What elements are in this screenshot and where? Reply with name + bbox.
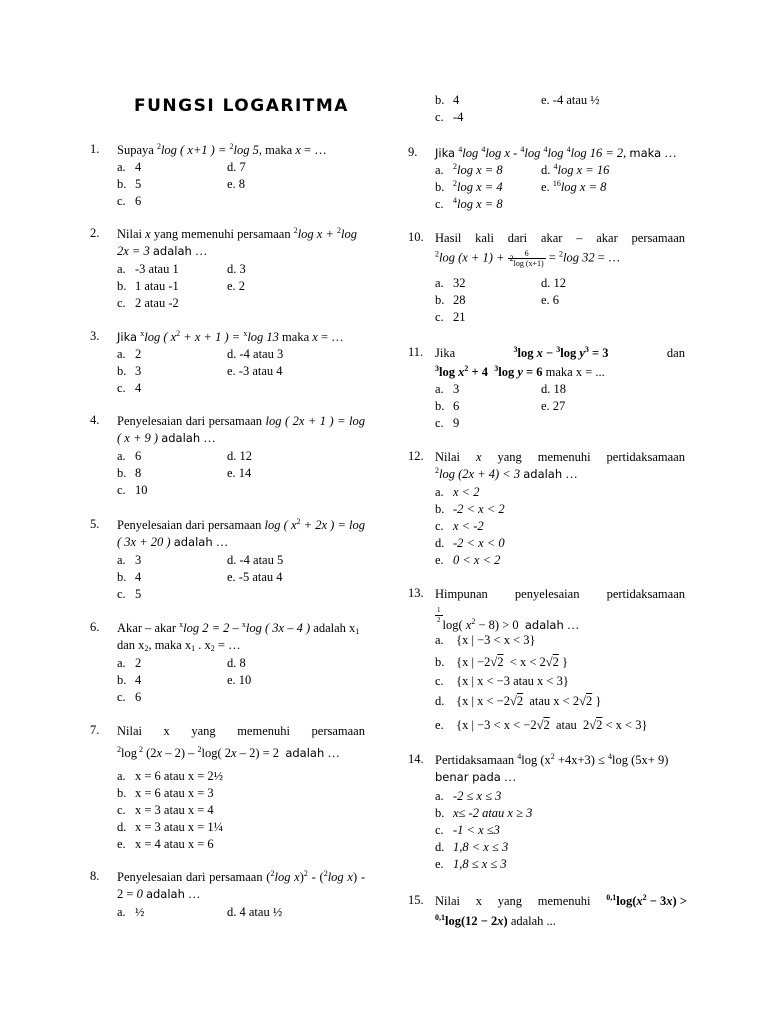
option-b: b. x = 6 atau x = 3 (117, 786, 214, 800)
option-a: a. x < 2 (435, 485, 480, 499)
option-c: c. -1 < x ≤3 (435, 823, 500, 837)
option-b: b. 3 (117, 364, 142, 378)
option-e: e. 2 (227, 279, 246, 293)
option-b: b. x≤ -2 atau x ≥ 3 (435, 806, 533, 820)
option-e: e. $^{16}$log x = 8 (541, 179, 607, 194)
option-e: e. 27 (541, 399, 566, 413)
question-8 (90, 869, 370, 929)
question-stem: Pertidaksamaan $^4$log $(x^2 +4x+3) \le ^4\log$ (5x+ 9) benar pada … (435, 752, 669, 784)
question-stem: Nilai x yang memenuhi $^{0,1}\log(x^2 - 3x)$ > $^{0,1}$log(12 − 2x) adalah ... (435, 893, 687, 928)
question-stem: Nilai x yang memenuhi persamaan $^2$log x + $^2$log 2x = 3 adalah … (117, 226, 358, 258)
question-stem: Hasil kali dari akar – akar persamaan $^2$log (x + 1) + $\frac{6}{^2\log (x+1)}$ = $^2$log 32 = … (435, 231, 685, 268)
question-stem: Penyelesaian dari persamaan log ( 2x + 1 ) = log ( x + 9 ) adalah … (117, 414, 365, 445)
option-d: d. -2 < x < 0 (435, 536, 505, 550)
option-b: b. $^2$log x = 4 (435, 179, 503, 194)
option-a: a. ½ (117, 905, 145, 919)
option-a: a. 2 (117, 656, 142, 670)
option-d: d. $^4$log x = 16 (541, 162, 610, 177)
option-e: e. -5 atau 4 (227, 570, 283, 584)
option-a: a. x = 6 atau x = 2½ (117, 769, 224, 783)
question-14 (408, 752, 688, 877)
option-c: c. 6 (117, 194, 142, 208)
option-c: c. 21 (435, 310, 466, 324)
option-b: b. 8 (117, 466, 142, 480)
question-stem: Nilai x yang memenuhi pertidaksamaan $^2$log (2x + 4) < 3 adalah … (435, 450, 685, 481)
question-12 (408, 449, 688, 574)
question-number: 7. (90, 723, 100, 737)
option-e: e. 1,8 ≤ x ≤ 3 (435, 857, 507, 871)
option-c: c. 5 (117, 587, 142, 601)
option-b: b. 5 (117, 177, 142, 191)
question-number: 13. (408, 586, 424, 600)
option-b: b. -2 < x < 2 (435, 502, 505, 516)
option-e: e. 0 < x < 2 (435, 553, 501, 567)
question-2 (90, 226, 370, 316)
question-3 (90, 329, 370, 399)
question-5 (90, 517, 370, 607)
option-a: a. -3 atau 1 (117, 262, 179, 276)
option-a: a. {x | −3 < x < 3} (435, 633, 536, 647)
question-number: 15. (408, 893, 424, 907)
question-stem: Jika $^x$log ( $x^2 + x + 1$ ) = $^x$log 13 maka x = … (117, 329, 344, 344)
question-number: 1. (90, 142, 100, 156)
question-9 (408, 145, 688, 215)
option-e: e. -3 atau 4 (227, 364, 283, 378)
option-d: d. -4 atau 5 (227, 553, 284, 567)
question-number: 3. (90, 329, 100, 343)
question-stem: Jika $^3$log x − $^3$log $y^3 = 3$ dan $^3$log $x^2 + 4$ $^3$log y = 6 maka x = ... (435, 345, 685, 379)
question-4 (90, 413, 370, 503)
option-d: d. 4 atau ½ (227, 905, 283, 919)
option-e: e. x = 4 atau x = 6 (117, 837, 214, 851)
question-number: 2. (90, 226, 100, 240)
question-13 (408, 586, 688, 741)
option-a: a. -2 ≤ x ≤ 3 (435, 789, 502, 803)
question-number: 6. (90, 620, 100, 634)
option-a: a. 32 (435, 276, 466, 290)
question-stem: Nilai x yang memenuhi persamaan $^2$log $^2$ (2x – 2) – $^2$log( 2x – 2) = 2 adalah … (117, 724, 365, 760)
option-c: c. x = 3 atau x = 4 (117, 803, 214, 817)
option-d: d. 7 (227, 160, 246, 174)
option-a: a. 3 (117, 553, 142, 567)
question-number: 4. (90, 413, 100, 427)
option-d: d. 1,8 < x ≤ 3 (435, 840, 509, 854)
option-c: c. $^4$log x = 8 (435, 196, 503, 211)
question-8-continued (408, 92, 688, 128)
page-title: FUNGSI LOGARITMA (134, 96, 349, 116)
question-number: 9. (408, 145, 418, 159)
question-number: 5. (90, 517, 100, 531)
option-b: b. 4 (117, 673, 142, 687)
question-stem: Supaya $^2$log ( x+1 ) = $^2$log 5, maka x = … (117, 142, 327, 157)
option-d: d. 8 (227, 656, 246, 670)
question-10 (408, 230, 688, 325)
option-c: c. 6 (117, 690, 142, 704)
question-number: 14. (408, 752, 424, 766)
option-c: c. {x | x < −3 atau x < 3} (435, 674, 569, 688)
option-c: c. 10 (117, 483, 148, 497)
option-e: e. {x | −3 < x < −2√2 atau 2√2 < x < 3} (435, 718, 648, 732)
question-number: 12. (408, 449, 424, 463)
question-stem: Penyelesaian dari persamaan log ( $x^2 + 2x$ ) = log ( 3x + 20 ) adalah … (117, 517, 365, 549)
option-e: e. 8 (227, 177, 246, 191)
option-a: a. $^2$log x = 8 (435, 162, 503, 177)
option-b: b. 28 (435, 293, 466, 307)
option-b: b. {x | −2√2 < x < 2√2 } (435, 655, 569, 669)
option-d: d. {x | x < −2√2 atau x < 2√2 } (435, 694, 602, 708)
option-d: d. 18 (541, 382, 566, 396)
question-number: 8. (90, 869, 100, 883)
question-7 (90, 723, 370, 853)
question-stem: Akar – akar $^x$log 2 = 2 – $^x$log ( 3x – 4 ) adalah $x_1$ dan $x_2$, maka $x_1$ . $x_2$ = … (117, 620, 360, 653)
option-e: e. 6 (541, 293, 560, 307)
option-a: a. 3 (435, 382, 460, 396)
option-d: d. -4 atau 3 (227, 347, 284, 361)
question-15 (408, 893, 688, 938)
option-c: c. 2 atau -2 (117, 296, 179, 310)
option-e: e. 10 (227, 673, 252, 687)
question-11 (408, 345, 688, 435)
option-c: c. 9 (435, 416, 460, 430)
option-c: c. -4 (435, 110, 464, 124)
option-e: e. 14 (227, 466, 252, 480)
option-c: c. x < -2 (435, 519, 484, 533)
question-number: 11. (408, 345, 424, 359)
option-d: d. x = 3 atau x = 1¼ (117, 820, 224, 834)
option-a: a. 4 (117, 160, 142, 174)
option-a: a. 6 (117, 449, 142, 463)
option-e: e. -4 atau ½ (541, 93, 600, 107)
option-b: b. 4 (117, 570, 142, 584)
question-stem: Himpunan penyelesaian pertidaksamaan $\frac{1}{2}$ log( $x^2 - 8) > 0$ adalah … (435, 587, 685, 632)
option-a: a. 2 (117, 347, 142, 361)
question-6 (90, 620, 370, 710)
question-1 (90, 142, 370, 212)
option-d: d. 12 (541, 276, 566, 290)
option-d: d. 12 (227, 449, 252, 463)
question-stem: Jika $^4$log $^4$log x - $^4$log $^4$log $^4$log 16 = 2, maka … (435, 145, 677, 160)
option-d: d. 3 (227, 262, 246, 276)
question-number: 10. (408, 230, 424, 244)
option-b: b. 1 atau -1 (117, 279, 179, 293)
question-stem: Penyelesaian dari persamaan ($^2$log x)$^2$ - ($^2$log x) - 2 = 0 adalah … (117, 869, 365, 901)
option-b: b. 6 (435, 399, 460, 413)
option-c: c. 4 (117, 381, 142, 395)
option-b: b. 4 (435, 93, 460, 107)
